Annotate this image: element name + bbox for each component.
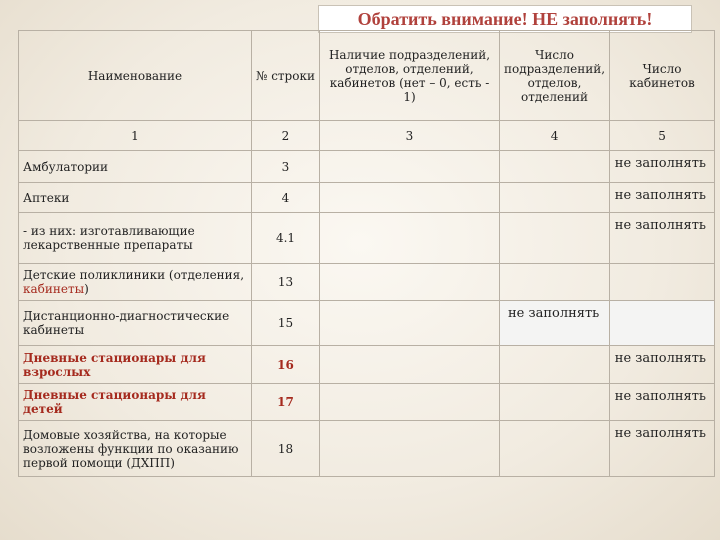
header-count-cabinets: Число кабинетов	[610, 31, 715, 121]
count-units-cell[interactable]	[500, 213, 610, 264]
table-row	[19, 301, 715, 346]
count-cabinets-cell	[610, 301, 715, 346]
count-units-cell[interactable]	[500, 264, 610, 301]
row-name-tail: )	[84, 282, 89, 296]
warning-banner: Обратить внимание! НЕ заполнять!	[318, 5, 692, 33]
column-numbers-row	[19, 121, 715, 151]
row-name: Дневные стационары для детей	[19, 384, 252, 421]
count-units-cell[interactable]	[500, 421, 610, 477]
row-name-highlight: кабинеты	[23, 282, 85, 296]
do-not-fill-note: не заполнять	[610, 346, 715, 384]
row-number: 4.1	[252, 213, 320, 264]
col-number: 3	[320, 121, 500, 151]
col-number: 2	[252, 121, 320, 151]
do-not-fill-note: не заполнять	[610, 213, 715, 264]
table-row	[19, 213, 715, 264]
row-name	[19, 264, 252, 301]
header-row	[19, 31, 715, 121]
table-row	[19, 346, 715, 384]
header-count-units: Число подразделений, отделов, отделений	[500, 31, 610, 121]
row-number: 17	[252, 384, 320, 421]
row-number: 15	[252, 301, 320, 346]
table-row	[19, 183, 715, 213]
header-presence: Наличие подразделений, отделов, отделений, кабинетов (нет – 0, есть - 1)	[320, 31, 500, 121]
row-name: Амбулатории	[19, 151, 252, 183]
presence-cell[interactable]	[320, 301, 500, 346]
count-units-cell[interactable]	[500, 384, 610, 421]
table-row	[19, 421, 715, 477]
do-not-fill-note: не заполнять	[610, 151, 715, 183]
row-number: 13	[252, 264, 320, 301]
presence-cell[interactable]	[320, 384, 500, 421]
presence-cell[interactable]	[320, 183, 500, 213]
col-number: 4	[500, 121, 610, 151]
presence-cell[interactable]	[320, 213, 500, 264]
row-name: Домовые хозяйства, на которые возложены функции по оказанию первой помощи (ДХПП)	[19, 421, 252, 477]
count-cabinets-cell[interactable]	[610, 264, 715, 301]
col-number: 1	[19, 121, 252, 151]
col-number: 5	[610, 121, 715, 151]
row-number: 3	[252, 151, 320, 183]
row-number: 16	[252, 346, 320, 384]
do-not-fill-note: не заполнять	[610, 384, 715, 421]
row-number: 4	[252, 183, 320, 213]
do-not-fill-note: не заполнять	[500, 301, 610, 346]
row-name: Дистанционно-диагностические кабинеты	[19, 301, 252, 346]
row-name: - из них: изготавливающие лекарственные препараты	[19, 213, 252, 264]
table-row	[19, 264, 715, 301]
presence-cell[interactable]	[320, 346, 500, 384]
presence-cell[interactable]	[320, 264, 500, 301]
row-name: Дневные стационары для взрослых	[19, 346, 252, 384]
table-row	[19, 151, 715, 183]
table-row	[19, 384, 715, 421]
do-not-fill-note: не заполнять	[610, 421, 715, 477]
row-name-text: Детские поликлиники (отделения,	[23, 268, 245, 282]
count-units-cell[interactable]	[500, 151, 610, 183]
row-number: 18	[252, 421, 320, 477]
do-not-fill-note: не заполнять	[610, 183, 715, 213]
presence-cell[interactable]	[320, 421, 500, 477]
form-table	[18, 30, 715, 477]
presence-cell[interactable]	[320, 151, 500, 183]
header-name: Наименование	[19, 31, 252, 121]
count-units-cell[interactable]	[500, 183, 610, 213]
header-row-number: № строки	[252, 31, 320, 121]
row-name: Аптеки	[19, 183, 252, 213]
count-units-cell[interactable]	[500, 346, 610, 384]
